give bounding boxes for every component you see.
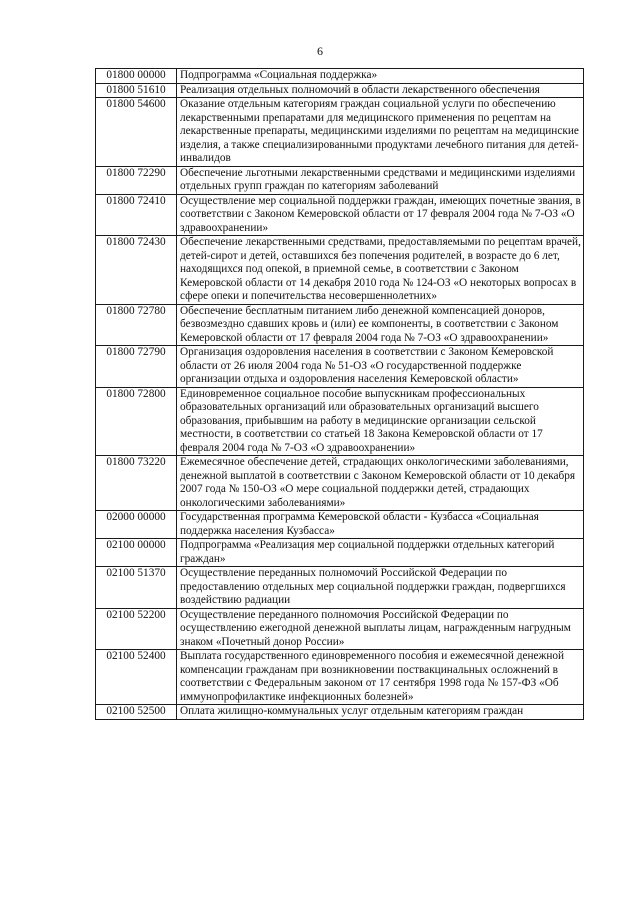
row-code: 02100 00000 — [96, 539, 177, 567]
row-code: 01800 51610 — [96, 83, 177, 98]
table-row — [96, 166, 584, 194]
row-description: Ежемесячное обеспечение детей, страдающих онкологическими заболеваниями, денежной выплатой в соответствии с Законом Кемеровской области от 10 декабря 2007 года № 150-ОЗ «О мере социальной поддержки детей, страдающих онкологическими заболеваниями» — [177, 456, 584, 511]
row-code: 01800 72290 — [96, 166, 177, 194]
table-row — [96, 456, 584, 511]
row-description: Осуществление переданных полномочий Российской Федерации по предоставлению отдельных мер социальной поддержки граждан, подвергшихся воздействию радиации — [177, 567, 584, 609]
table-row — [96, 705, 584, 720]
row-description: Осуществление переданного полномочия Российской Федерации по осуществлению ежегодной денежной выплаты лицам, награжденным нагрудным знаком «Почетный донор России» — [177, 608, 584, 650]
row-code: 01800 72790 — [96, 346, 177, 388]
table-row — [96, 69, 584, 84]
budget-classification-table — [95, 68, 584, 720]
row-description: Подпрограмма «Социальная поддержка» — [177, 69, 584, 84]
table-row — [96, 346, 584, 388]
row-code: 01800 00000 — [96, 69, 177, 84]
row-code: 01800 72410 — [96, 194, 177, 236]
row-description: Подпрограмма «Реализация мер социальной поддержки отдельных категорий граждан» — [177, 539, 584, 567]
row-description: Оказание отдельным категориям граждан социальной услуги по обеспечению лекарственными препаратами для медицинского применения по рецептам на лекарственные препараты, медицинскими изделиями по рецептам на медицинские изделия, а также специализированными продуктами лечебного питания для детей-инвалидов — [177, 98, 584, 167]
row-code: 01800 73220 — [96, 456, 177, 511]
table-row — [96, 567, 584, 609]
row-code: 02100 52200 — [96, 608, 177, 650]
row-code: 02100 52400 — [96, 650, 177, 705]
row-description: Государственная программа Кемеровской области - Кузбасса «Социальная поддержка населения Кузбасса» — [177, 511, 584, 539]
table-row — [96, 608, 584, 650]
row-description: Организация оздоровления населения в соответствии с Законом Кемеровской области от 26 июля 2004 года № 51-ОЗ «О государственной поддержке организации отдыха и оздоровления населения Кемеровской области» — [177, 346, 584, 388]
table-row — [96, 539, 584, 567]
table-row — [96, 650, 584, 705]
table-row — [96, 511, 584, 539]
row-description: Оплата жилищно-коммунальных услуг отдельным категориям граждан — [177, 705, 584, 720]
table-body — [96, 69, 584, 720]
row-description: Обеспечение бесплатным питанием либо денежной компенсацией доноров, безвозмездно сдавших кровь и (или) ее компоненты, в соответствии с Законом Кемеровской области от 17 февраля 2004 года № 7-ОЗ «О здравоохранении» — [177, 304, 584, 346]
row-description: Выплата государственного единовременного пособия и ежемесячной денежной компенсации гражданам при возникновении поствакцинальных осложнений в соответствии с Федеральным законом от 17 сентября 1998 года № 157-ФЗ «Об иммунопрофилактике инфекционных болезней» — [177, 650, 584, 705]
row-description: Обеспечение льготными лекарственными средствами и медицинскими изделиями отдельных групп граждан по категориям заболеваний — [177, 166, 584, 194]
row-code: 01800 72430 — [96, 236, 177, 305]
row-code: 02000 00000 — [96, 511, 177, 539]
row-code: 02100 51370 — [96, 567, 177, 609]
table-row — [96, 236, 584, 305]
table-row — [96, 194, 584, 236]
row-description: Обеспечение лекарственными средствами, предоставляемыми по рецептам врачей, детей-сирот и детей, оставшихся без попечения родителей, в возрасте до 6 лет, находящихся под опекой, в приемной семье, в соответствии с Законом Кемеровской области от 14 декабря 2010 года № 124-ОЗ «О некоторых вопросах в сфере опеки и попечительства несовершеннолетних» — [177, 236, 584, 305]
row-description: Реализация отдельных полномочий в области лекарственного обеспечения — [177, 83, 584, 98]
row-code: 01800 72800 — [96, 387, 177, 456]
table-row — [96, 98, 584, 167]
table-row — [96, 387, 584, 456]
row-description: Осуществление мер социальной поддержки граждан, имеющих почетные звания, в соответствии с Законом Кемеровской области от 17 февраля 2004 года № 7-ОЗ «О здравоохранении» — [177, 194, 584, 236]
page-number: 6 — [317, 44, 323, 58]
row-code: 01800 72780 — [96, 304, 177, 346]
table-row — [96, 304, 584, 346]
row-code: 02100 52500 — [96, 705, 177, 720]
row-description: Единовременное социальное пособие выпускникам профессиональных образовательных организаций или образовательных организаций высшего образования, прибывшим на работу в медицинские организации сельской местности, в соответствии со статьей 18 Закона Кемеровской области от 17 февраля 2004 года № 7-ОЗ «О здравоохранении» — [177, 387, 584, 456]
table-row — [96, 83, 584, 98]
row-code: 01800 54600 — [96, 98, 177, 167]
